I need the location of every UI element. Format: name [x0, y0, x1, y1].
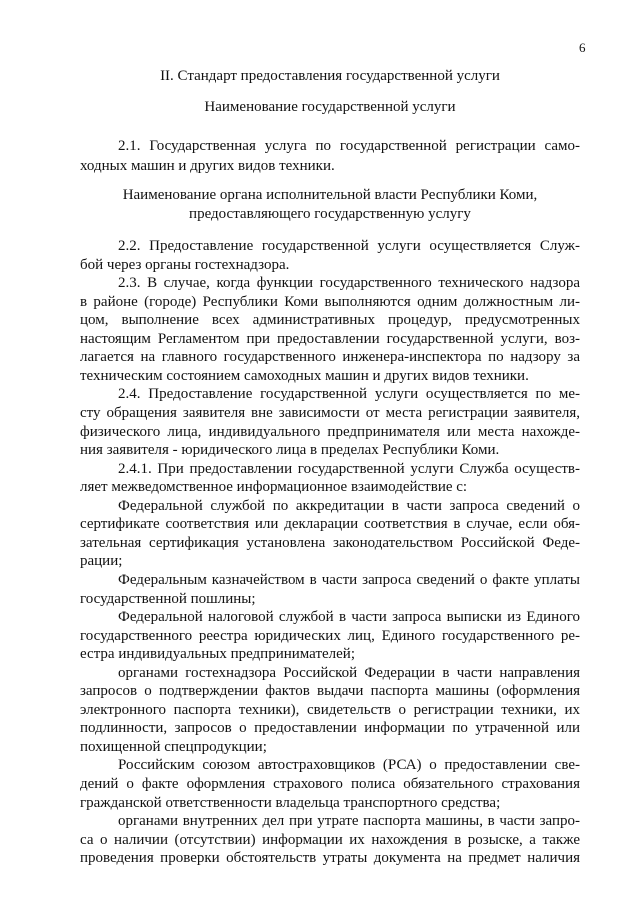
- text-line: лагается на главного государственного инженера-инспектора по надзору за: [80, 349, 580, 366]
- text-line: 2.4.1. При предоставлении государственной услуги Служба осуществ-: [118, 460, 580, 477]
- text-line: 2.1. Государственная услуга по государственной регистрации само-: [118, 138, 580, 154]
- text-line: цом, выполнение всех административных процедур, предусмотренных: [80, 312, 580, 329]
- text-line: государственного реестра юридических лиц, Единого государственного ре-: [80, 627, 580, 644]
- heading-service-name: Наименование государственной услуги: [204, 99, 456, 115]
- text-line: 2.4. Предоставление государственной услуги осуществляется по ме-: [118, 386, 580, 403]
- text-line: 2.3. В случае, когда функции государственного технического надзора: [118, 275, 580, 292]
- text-line: 2.2. Предоставление государственной услуги осуществляется Служ-: [118, 238, 580, 254]
- section-title: II. Стандарт предоставления государственной услуги: [160, 68, 500, 84]
- heading-authority: предоставляющего государственную услугу: [189, 206, 471, 222]
- text-line: рации;: [80, 553, 123, 570]
- text-line: органами гостехнадзора Российской Федерации в части направления: [118, 664, 580, 681]
- text-line: запросов о подтверждении фактов выдачи паспорта машины (оформления: [80, 683, 580, 700]
- text-line: проведения проверки обстоятельств утраты документа на предмет наличия: [80, 850, 580, 867]
- heading-authority: Наименование органа исполнительной власти Республики Коми,: [122, 187, 538, 203]
- text-line: подлинности, запросов о предоставлении информации по утраченной или: [80, 720, 580, 737]
- text-line: органами внутренних дел при утрате паспорта машины, в части запро-: [118, 813, 580, 830]
- text-line: гражданской ответственности владельца транспортного средства;: [80, 794, 501, 811]
- text-line: Российским союзом автостраховщиков (РСА) о предоставлении све-: [118, 757, 580, 774]
- text-line: ходных машин и других видов техники.: [80, 158, 335, 174]
- text-line: Федеральным казначейством в части запроса сведений о факте уплаты: [118, 571, 580, 588]
- page-number: 6: [579, 40, 586, 55]
- text-line: естра индивидуальных предпринимателей;: [80, 646, 356, 663]
- text-line: ляет межведомственное информационное взаимодействие с:: [80, 479, 468, 496]
- text-line: са о наличии (отсутствии) информации их нахождения в розыске, а также: [80, 831, 580, 848]
- text-line: сту обращения заявителя вне зависимости от места регистрации заявителя,: [80, 405, 580, 421]
- text-line: дений о факте оформления страхового полиса обязательного страхования: [80, 776, 580, 792]
- text-line: Федеральной налоговой службой в части запроса выписки из Единого: [118, 609, 580, 625]
- text-line: зательная сертификация установлена законодательством Российской Феде-: [80, 534, 580, 551]
- text-line: государственной пошлины;: [80, 590, 256, 607]
- text-line: сертификате соответствия или декларации соответствия в случае, если обя-: [80, 516, 580, 533]
- text-line: ния заявителя - юридического лица в пределах Республики Коми.: [80, 442, 500, 459]
- text-line: бой через органы гостехнадзора.: [80, 256, 290, 273]
- text-line: похищенной спецпродукции;: [80, 738, 267, 755]
- text-line: Федеральной службой по аккредитации в части запроса сведений о: [118, 497, 580, 514]
- text-line: электронного паспорта техники), свидетельств о регистрации техники, их: [80, 701, 580, 718]
- text-line: техническим состоянием самоходных машин и других видов техники.: [80, 367, 529, 384]
- text-line: в районе (городе) Республики Коми выполняются одним должностным ли-: [80, 293, 580, 310]
- text-line: настоящим Регламентом при предоставлении государственной услуги, воз-: [80, 330, 580, 347]
- text-line: физического лица, индивидуального предпринимателя или места нахожде-: [80, 423, 580, 440]
